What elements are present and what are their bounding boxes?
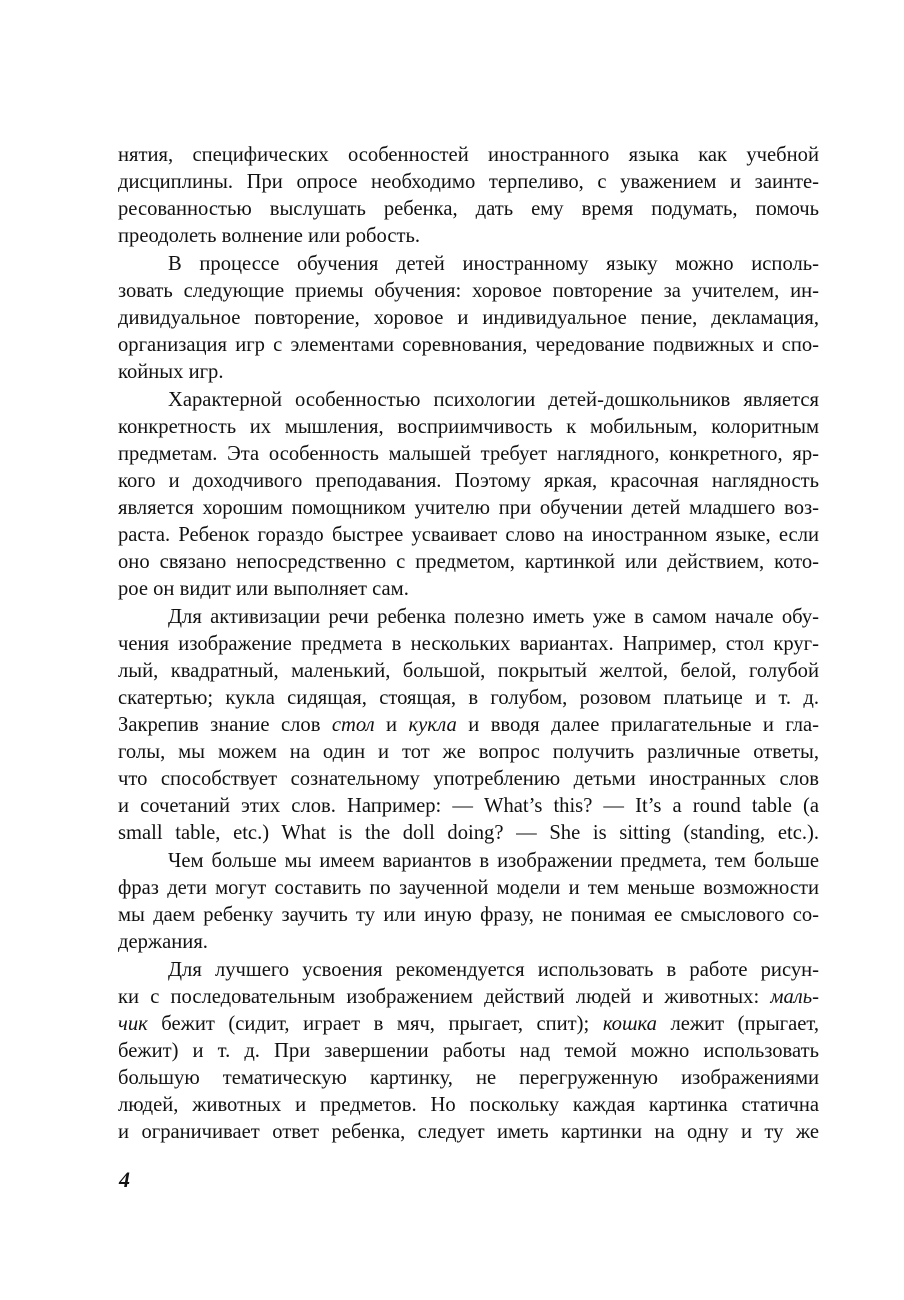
text-line: держания. — [118, 931, 208, 953]
text-line: и сочетаний этих слов. Например: — What’s this? — It’s a round table (a — [118, 795, 819, 817]
text-line: является хорошим помощником учителю при обучении детей младшего воз- — [118, 497, 819, 519]
text-run: и — [374, 714, 409, 736]
text-line: Чем больше мы имеем вариантов в изображении предмета, тем больше — [168, 850, 819, 872]
text-run: лежит (прыгает, — [656, 1013, 820, 1035]
text-line: койных игр. — [118, 361, 224, 383]
italic-word-malchik-end: чик — [118, 1013, 148, 1035]
text-line: людей, животных и предметов. Но поскольку каждая картинка статична — [118, 1094, 819, 1116]
text-line: что способствует сознательному употреблению детьми иностранных слов — [118, 768, 819, 790]
paragraph-3 — [118, 387, 819, 603]
text-line: small table, etc.) What is the doll doing? — She is sitting (standing, etc.). — [118, 822, 819, 844]
text-line — [118, 712, 819, 739]
text-line: раста. Ребенок гораздо быстрее усваивает слово на иностранном языке, если — [118, 524, 819, 546]
paragraph-5 — [118, 848, 819, 956]
paragraph-1 — [118, 142, 819, 250]
italic-word-stol: стол — [331, 714, 375, 736]
text-line: скатертью; кукла сидящая, стоящая, в голубом, розовом платьице и т. д. — [118, 687, 819, 709]
text-line: большую тематическую картинку, не перегруженную изображениями — [118, 1067, 819, 1089]
text-line: предметам. Эта особенность малышей требует наглядного, конкретного, яр- — [118, 443, 819, 465]
text-line: Для лучшего усвоения рекомендуется использовать в работе рисун- — [168, 959, 819, 981]
italic-word-koshka: кошка — [602, 1013, 657, 1035]
text-run: ки с последовательным изображением действий людей и животных: — [118, 986, 771, 1008]
paragraph-6 — [118, 957, 819, 1146]
text-line — [118, 1011, 819, 1038]
text-line — [118, 984, 819, 1011]
text-run: бежит (сидит, играет в мяч, прыгает, спит); — [147, 1013, 603, 1035]
text-line: дивидуальное повторение, хоровое и индивидуальное пение, декламация, — [118, 307, 819, 329]
text-line: и ограничивает ответ ребенка, следует иметь картинки на одну и ту же — [118, 1121, 819, 1143]
text-line: фраз дети могут составить по заученной модели и тем меньше возможности — [118, 877, 819, 899]
text-line: конкретность их мышления, восприимчивость к мобильным, колоритным — [118, 416, 819, 438]
text-line: голы, мы можем на один и тот же вопрос получить различные ответы, — [118, 741, 819, 763]
text-line: преодолеть волнение или робость. — [118, 225, 421, 247]
text-line: Характерной особенностью психологии детей-дошкольников является — [168, 389, 819, 411]
text-line: Для активизации речи ребенка полезно иметь уже в самом начале обу- — [168, 606, 819, 628]
italic-word-kukla: кукла — [408, 714, 457, 736]
text-line: дисциплины. При опросе необходимо терпеливо, с уважением и заинте- — [118, 171, 819, 193]
page-number: 4 — [119, 1167, 130, 1192]
text-line: оно связано непосредственно с предметом, картинкой или действием, кото- — [118, 551, 819, 573]
text-line: нятия, специфических особенностей иностранного языка как учебной — [118, 144, 819, 166]
italic-word-malchik-start: маль- — [770, 986, 819, 1008]
text-line: ресованностью выслушать ребенка, дать ему время подумать, помочь — [118, 198, 819, 220]
text-line: кого и доходчивого преподавания. Поэтому яркая, красочная наглядность — [118, 470, 819, 492]
text-line: зовать следующие приемы обучения: хоровое повторение за учителем, ин- — [118, 280, 819, 302]
text-run: Закрепив знание слов — [118, 714, 332, 736]
text-line: рое он видит или выполняет сам. — [118, 578, 409, 600]
text-line: бежит) и т. д. При завершении работы над темой можно использовать — [118, 1040, 819, 1062]
text-run: и вводя далее прилагательные и гла- — [456, 714, 819, 736]
body-text — [118, 142, 819, 1146]
paragraph-2 — [118, 251, 819, 386]
text-line: мы даем ребенку заучить ту или иную фразу, не понимая ее смыслового со- — [118, 904, 819, 926]
text-line: лый, квадратный, маленький, большой, покрытый желтой, белой, голубой — [118, 660, 819, 682]
text-line: чения изображение предмета в нескольких вариантах. Например, стол круг- — [118, 633, 819, 655]
paragraph-4 — [118, 604, 819, 847]
text-line: В процессе обучения детей иностранному языку можно исполь- — [168, 253, 819, 275]
text-line: организация игр с элементами соревнования, чередование подвижных и спо- — [118, 334, 819, 356]
